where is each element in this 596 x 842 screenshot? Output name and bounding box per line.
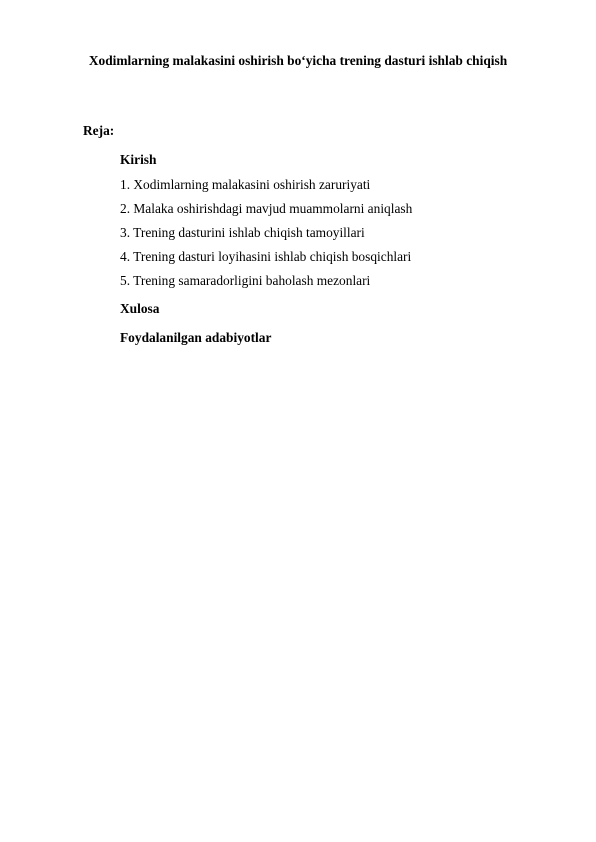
plan-item-conclusion: Xulosa <box>120 301 160 316</box>
plan-item-2: 2. Malaka oshirishdagi mavjud muammolarni aniqlash <box>120 201 413 216</box>
plan-item-3: 3. Trening dasturini ishlab chiqish tamoyillari <box>120 225 365 240</box>
plan-item-intro: Kirish <box>120 152 157 167</box>
plan-item-references: Foydalanilgan adabiyotlar <box>120 330 272 345</box>
plan-item-4: 4. Trening dasturi loyihasini ishlab chiqish bosqichlari <box>120 249 412 264</box>
plan-list <box>120 151 412 347</box>
plan-item-5: 5. Trening samaradorligini baholash mezonlari <box>120 273 371 288</box>
plan-heading: Reja: <box>83 123 115 138</box>
document-title: Xodimlarning malakasini oshirish bo‘yicha trening dasturi ishlab chiqish <box>88 53 508 68</box>
plan-item-1: 1. Xodimlarning malakasini oshirish zaruriyati <box>120 177 371 192</box>
